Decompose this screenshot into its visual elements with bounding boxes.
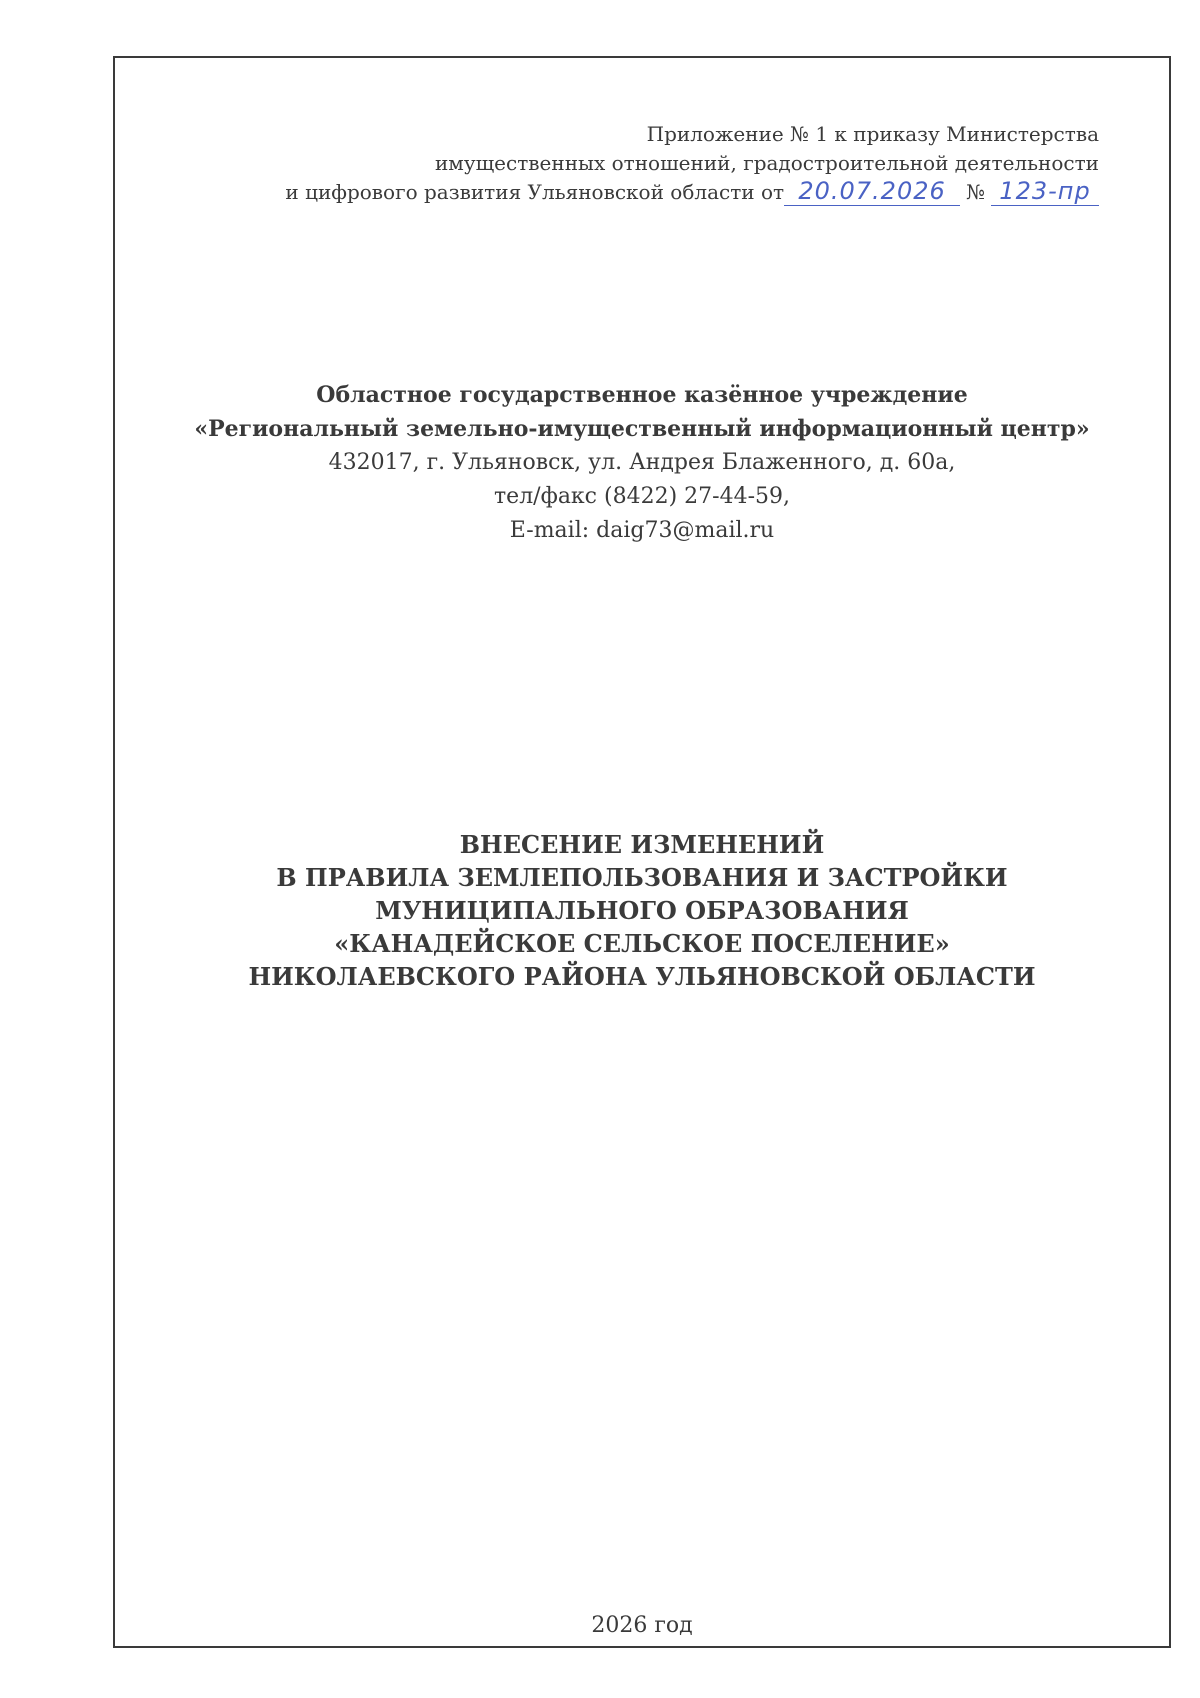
document-year: 2026 год	[591, 1613, 693, 1638]
title-line-5: НИКОЛАЕВСКОГО РАЙОНА УЛЬЯНОВСКОЙ ОБЛАСТИ	[248, 962, 1036, 991]
title-line-4: «КАНАДЕЙСКОЕ СЕЛЬСКОЕ ПОСЕЛЕНИЕ»	[334, 929, 950, 958]
number-sign: №	[966, 180, 985, 204]
appendix-header	[285, 120, 1099, 207]
handwritten-order-number: 123-пр	[991, 179, 1099, 203]
appendix-line-3	[285, 178, 1099, 207]
organization-address: 432017, г. Ульяновск, ул. Андрея Блаженного, д. 60а,	[328, 450, 956, 475]
page-border-frame	[113, 56, 1171, 1648]
appendix-line-1: Приложение № 1 к приказу Министерства	[646, 122, 1099, 146]
title-line-3: МУНИЦИПАЛЬНОГО ОБРАЗОВАНИЯ	[375, 896, 909, 925]
appendix-line-3-prefix: и цифрового развития Ульяновской области от	[285, 180, 785, 204]
document-title	[115, 828, 1169, 993]
title-line-1: ВНЕСЕНИЕ ИЗМЕНЕНИЙ	[459, 830, 825, 859]
organization-block	[115, 378, 1169, 548]
organization-name: «Региональный земельно-имущественный информационный центр»	[194, 416, 1090, 442]
handwritten-date: 20.07.2026	[784, 179, 960, 203]
organization-email: E-mail: daig73@mail.ru	[509, 518, 775, 543]
organization-type: Областное государственное казённое учреждение	[316, 382, 968, 408]
title-line-2: В ПРАВИЛА ЗЕМЛЕПОЛЬЗОВАНИЯ И ЗАСТРОЙКИ	[276, 863, 1008, 892]
organization-phone: тел/факс (8422) 27-44-59,	[494, 484, 790, 509]
appendix-line-2: имущественных отношений, градостроительной деятельности	[434, 151, 1099, 175]
